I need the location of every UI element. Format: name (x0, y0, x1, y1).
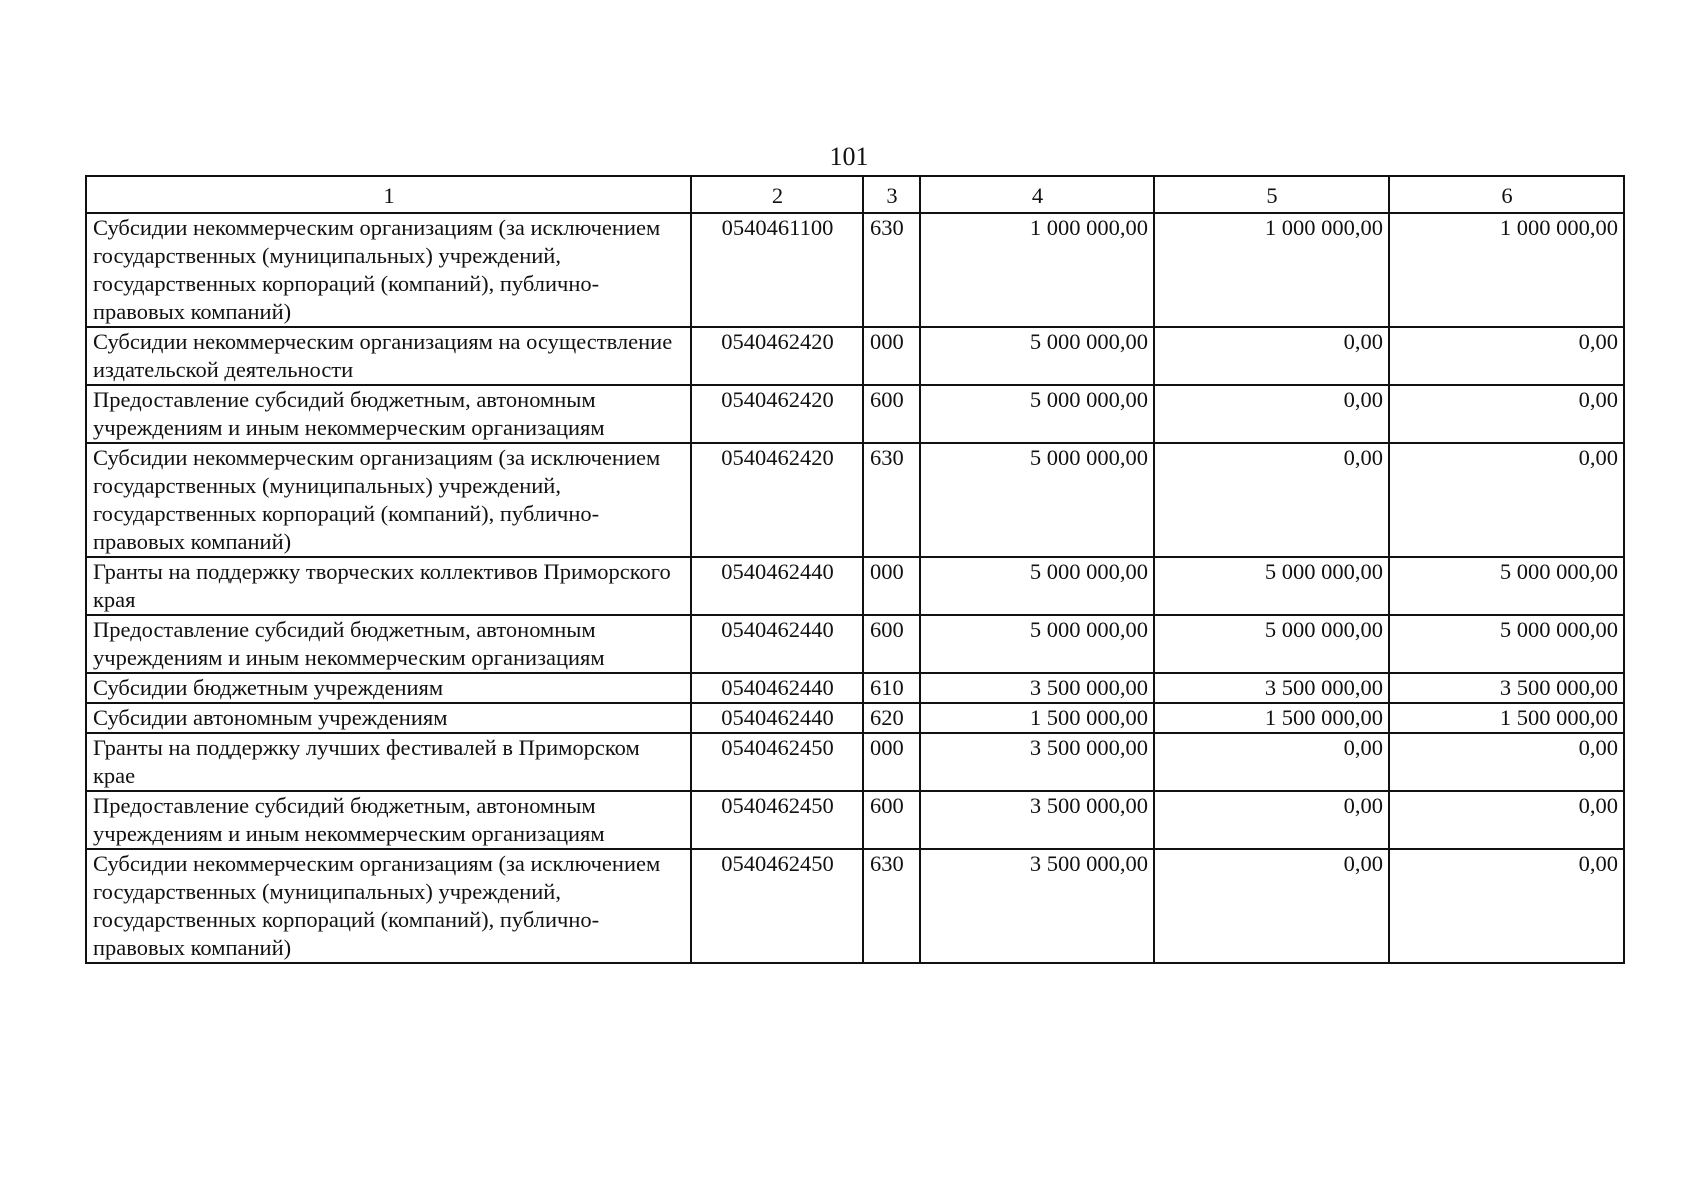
row-code: 0540462450 (691, 733, 863, 791)
row-code: 0540462440 (691, 673, 863, 703)
row-name: Субсидии некоммерческим организациям (за исключением государственных (муниципальных) учреждений, государственных корпораций (компаний), публично-правовых компаний) (86, 849, 691, 963)
table-row (86, 557, 1624, 615)
row-amount-col6: 5 000 000,00 (1389, 615, 1624, 673)
row-amount-col5: 5 000 000,00 (1154, 557, 1389, 615)
row-amount-col5: 0,00 (1154, 733, 1389, 791)
row-amount-col5: 5 000 000,00 (1154, 615, 1389, 673)
table-row (86, 213, 1624, 327)
row-amount-col5: 1 500 000,00 (1154, 703, 1389, 733)
column-header: 6 (1389, 176, 1624, 213)
column-header: 5 (1154, 176, 1389, 213)
row-expense-type: 600 (863, 385, 920, 443)
row-code: 0540462450 (691, 791, 863, 849)
row-amount-col4: 3 500 000,00 (920, 849, 1154, 963)
row-amount-col4: 3 500 000,00 (920, 673, 1154, 703)
table-row (86, 615, 1624, 673)
row-amount-col5: 0,00 (1154, 849, 1389, 963)
column-header: 1 (86, 176, 691, 213)
table-row (86, 733, 1624, 791)
row-expense-type: 610 (863, 673, 920, 703)
row-amount-col6: 0,00 (1389, 791, 1624, 849)
table-row (86, 849, 1624, 963)
table-header-row (86, 176, 1624, 213)
row-amount-col5: 0,00 (1154, 327, 1389, 385)
row-expense-type: 620 (863, 703, 920, 733)
row-expense-type: 000 (863, 327, 920, 385)
row-amount-col6: 0,00 (1389, 327, 1624, 385)
table-row (86, 673, 1624, 703)
row-amount-col6: 1 000 000,00 (1389, 213, 1624, 327)
table-row (86, 443, 1624, 557)
page-number: 101 (829, 142, 869, 171)
row-amount-col4: 1 000 000,00 (920, 213, 1154, 327)
row-expense-type: 600 (863, 615, 920, 673)
row-name: Субсидии автономным учреждениям (86, 703, 691, 733)
row-amount-col4: 5 000 000,00 (920, 327, 1154, 385)
row-amount-col5: 0,00 (1154, 385, 1389, 443)
row-amount-col5: 0,00 (1154, 443, 1389, 557)
row-name: Предоставление субсидий бюджетным, автономным учреждениям и иным некоммерческим организациям (86, 791, 691, 849)
column-header: 4 (920, 176, 1154, 213)
row-name: Предоставление субсидий бюджетным, автономным учреждениям и иным некоммерческим организациям (86, 615, 691, 673)
row-code: 0540461100 (691, 213, 863, 327)
row-expense-type: 600 (863, 791, 920, 849)
table-row (86, 703, 1624, 733)
row-amount-col6: 0,00 (1389, 849, 1624, 963)
row-amount-col4: 5 000 000,00 (920, 385, 1154, 443)
row-name: Предоставление субсидий бюджетным, автономным учреждениям и иным некоммерческим организациям (86, 385, 691, 443)
row-amount-col4: 3 500 000,00 (920, 791, 1154, 849)
row-name: Субсидии некоммерческим организациям (за исключением государственных (муниципальных) учреждений, государственных корпораций (компаний), публично-правовых компаний) (86, 443, 691, 557)
table-row (86, 791, 1624, 849)
row-expense-type: 630 (863, 443, 920, 557)
row-name: Гранты на поддержку лучших фестивалей в Приморском крае (86, 733, 691, 791)
budget-table (85, 175, 1625, 964)
row-amount-col6: 1 500 000,00 (1389, 703, 1624, 733)
row-code: 0540462420 (691, 443, 863, 557)
column-header: 3 (863, 176, 920, 213)
row-code: 0540462440 (691, 557, 863, 615)
row-expense-type: 000 (863, 733, 920, 791)
row-name: Гранты на поддержку творческих коллективов Приморского края (86, 557, 691, 615)
row-amount-col6: 5 000 000,00 (1389, 557, 1624, 615)
row-amount-col6: 3 500 000,00 (1389, 673, 1624, 703)
row-code: 0540462450 (691, 849, 863, 963)
row-code: 0540462420 (691, 327, 863, 385)
row-amount-col4: 5 000 000,00 (920, 557, 1154, 615)
row-code: 0540462440 (691, 615, 863, 673)
row-amount-col4: 1 500 000,00 (920, 703, 1154, 733)
row-amount-col4: 5 000 000,00 (920, 615, 1154, 673)
row-amount-col4: 3 500 000,00 (920, 733, 1154, 791)
row-amount-col6: 0,00 (1389, 733, 1624, 791)
row-expense-type: 000 (863, 557, 920, 615)
row-name: Субсидии некоммерческим организациям (за исключением государственных (муниципальных) учреждений, государственных корпораций (компаний), публично-правовых компаний) (86, 213, 691, 327)
row-name: Субсидии некоммерческим организациям на осуществление издательской деятельности (86, 327, 691, 385)
column-header: 2 (691, 176, 863, 213)
row-amount-col6: 0,00 (1389, 443, 1624, 557)
table-row (86, 327, 1624, 385)
row-expense-type: 630 (863, 213, 920, 327)
row-amount-col5: 1 000 000,00 (1154, 213, 1389, 327)
row-name: Субсидии бюджетным учреждениям (86, 673, 691, 703)
row-code: 0540462440 (691, 703, 863, 733)
row-amount-col4: 5 000 000,00 (920, 443, 1154, 557)
row-code: 0540462420 (691, 385, 863, 443)
table-row (86, 385, 1624, 443)
row-amount-col5: 3 500 000,00 (1154, 673, 1389, 703)
row-amount-col5: 0,00 (1154, 791, 1389, 849)
row-amount-col6: 0,00 (1389, 385, 1624, 443)
row-expense-type: 630 (863, 849, 920, 963)
